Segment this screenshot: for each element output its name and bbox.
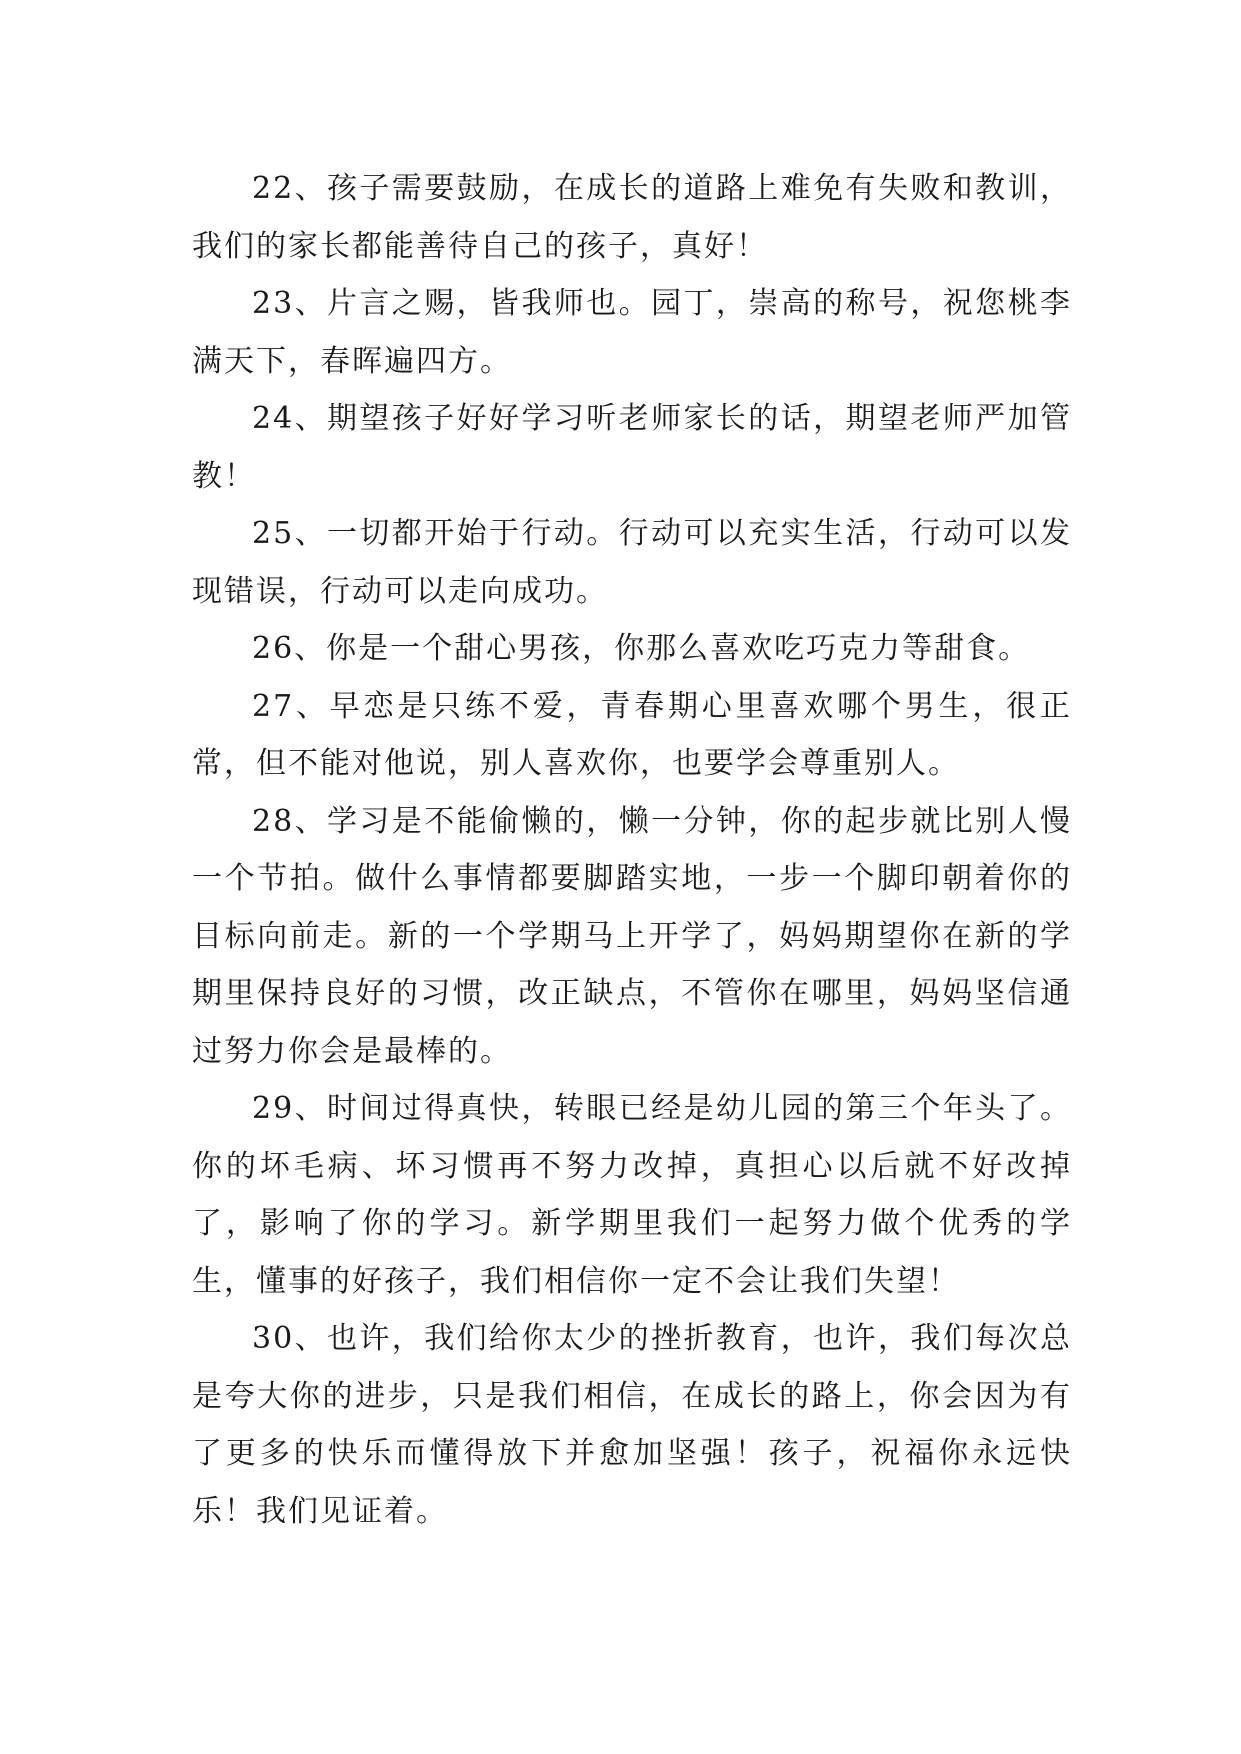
paragraph-27: 27、早恋是只练不爱，青春期心里喜欢哪个男生，很正常，但不能对他说，别人喜欢你，也要学会尊重别人。	[192, 688, 1072, 781]
paragraph-24: 24、期望孩子好好学习听老师家长的话，期望老师严加管教！	[192, 401, 1072, 494]
paragraph-29: 29、时间过得真快，转眼已经是幼儿园的第三个年头了。你的坏毛病、坏习惯再不努力改掉，真担心以后就不好改掉了，影响了你的学习。新学期里我们一起努力做个优秀的学生，懂事的好孩子，我们相信你一定不会让我们失望！	[192, 1091, 1072, 1299]
paragraph-26: 26、你是一个甜心男孩，你那么喜欢吃巧克力等甜食。	[252, 631, 1031, 666]
document-body	[192, 160, 1072, 1540]
paragraph-22: 22、孩子需要鼓励，在成长的道路上难免有失败和教训，我们的家长都能善待自己的孩子，真好！	[192, 171, 1072, 264]
paragraph-23: 23、片言之赐，皆我师也。园丁，崇高的称号，祝您桃李满天下，春晖遍四方。	[192, 286, 1072, 379]
paragraph-25: 25、一切都开始于行动。行动可以充实生活，行动可以发现错误，行动可以走向成功。	[192, 516, 1072, 609]
paragraph-30: 30、也许，我们给你太少的挫折教育，也许，我们每次总是夸大你的进步，只是我们相信，在成长的路上，你会因为有了更多的快乐而懂得放下并愈加坚强！孩子，祝福你永远快乐！我们见证着。	[192, 1321, 1072, 1529]
paragraph-28: 28、学习是不能偷懒的，懒一分钟，你的起步就比别人慢一个节拍。做什么事情都要脚踏实地，一步一个脚印朝着你的目标向前走。新的一个学期马上开学了，妈妈期望你在新的学期里保持良好的习惯，改正缺点，不管你在哪里，妈妈坚信通过努力你会是最棒的。	[192, 803, 1072, 1069]
